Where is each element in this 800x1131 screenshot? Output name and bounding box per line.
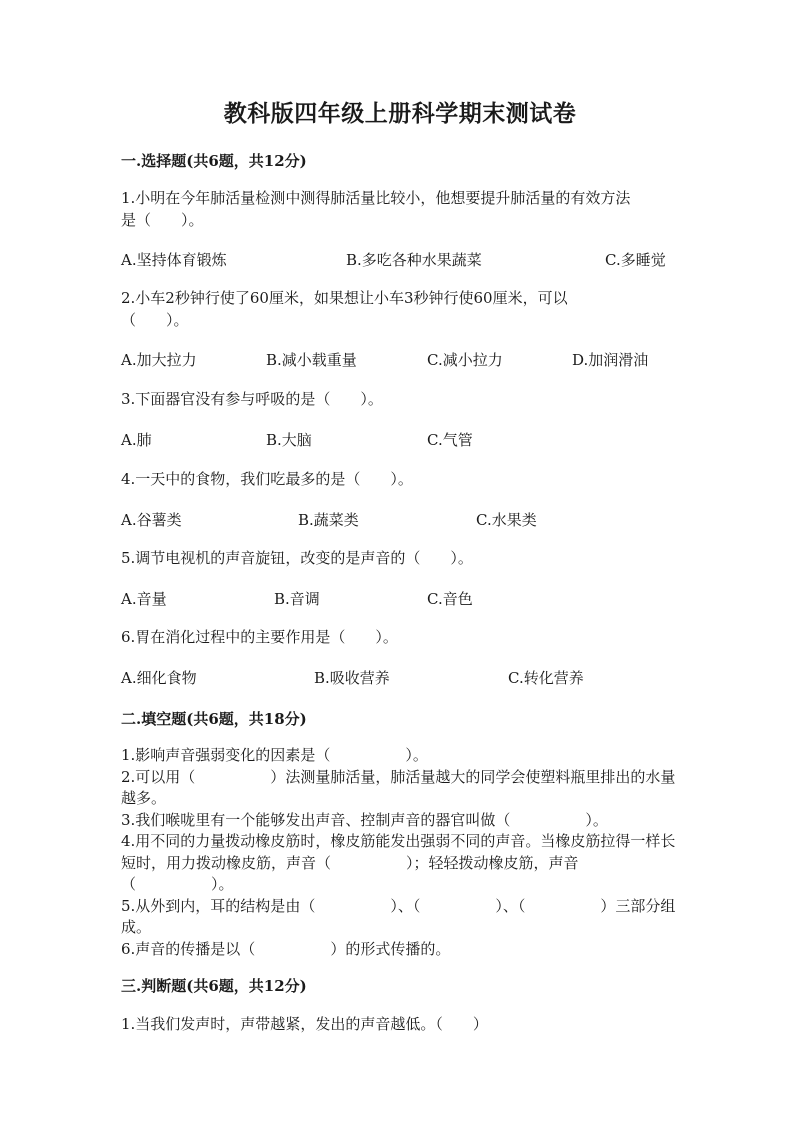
option-b: B.蔬菜类 [298, 511, 359, 529]
page-title: 教科版四年级上册科学期末测试卷 [223, 100, 577, 127]
option-a: A.加大拉力 [121, 351, 197, 369]
fill-item-5: 5.从外到内，耳的结构是由（ ）、（ ）、（ ）三部分组成。 [121, 896, 676, 936]
option-a: A.细化食物 [121, 669, 197, 687]
option-b: B.大脑 [266, 431, 312, 449]
question-5 [121, 547, 681, 569]
question-6 [121, 626, 681, 648]
option-b: B.减小载重量 [266, 351, 357, 369]
fill-item-3: 3.我们喉咙里有一个能够发出声音、控制声音的器官叫做（ ）。 [121, 810, 608, 829]
question-4 [121, 468, 681, 490]
option-c: C.气管 [427, 431, 473, 449]
fill-list [121, 745, 681, 960]
option-c: C.水果类 [476, 511, 537, 529]
option-c: C.转化营养 [508, 669, 584, 687]
option-a: A.肺 [121, 431, 152, 449]
question-stem: 2.小车2秒钟行使了60厘米，如果想让小车3秒钟行使60厘米，可以 [121, 289, 568, 307]
option-b: B.音调 [274, 590, 320, 608]
option-a: A.音量 [121, 590, 167, 608]
section-heading-judge: 三.判断题(共6题，共12分) [121, 977, 307, 995]
option-c: C.多睡觉 [605, 251, 666, 269]
question-stem: 1.当我们发声时，声带越紧，发出的声音越低。（ ） [121, 1015, 488, 1033]
question-stem-cont: 是（ ）。 [121, 211, 204, 229]
fill-item-4: 4.用不同的力量拨动橡皮筋时，橡皮筋能发出强弱不同的声音。当橡皮筋拉得一样长短时，用力拨动橡皮筋，声音（ ）；轻轻拨动橡皮筋，声音（ ）。 [121, 832, 676, 893]
question-1 [121, 187, 681, 231]
question-stem: 3.下面器官没有参与呼吸的是（ ）。 [121, 390, 383, 408]
option-c: C.音色 [427, 590, 473, 608]
fill-item-6: 6.声音的传播是以（ ）的形式传播的。 [121, 939, 451, 958]
fill-item-2: 2.可以用（ ）法测量肺活量，肺活量越大的同学会使塑料瓶里排出的水量越多。 [121, 767, 676, 807]
fill-item-1: 1.影响声音强弱变化的因素是（ ）。 [121, 746, 428, 764]
judge-item-1 [121, 1013, 681, 1035]
question-2 [121, 287, 681, 331]
option-b: B.多吃各种水果蔬菜 [346, 251, 482, 269]
option-d: D.加润滑油 [572, 351, 649, 369]
question-stem: 1.小明在今年肺活量检测中测得肺活量比较小，他想要提升肺活量的有效方法 [121, 189, 631, 207]
question-stem-cont: （ ）。 [121, 311, 189, 329]
question-3 [121, 388, 681, 410]
question-stem: 5.调节电视机的声音旋钮，改变的是声音的（ ）。 [121, 549, 473, 567]
option-a: A.坚持体育锻炼 [121, 251, 227, 269]
question-stem: 6.胃在消化过程中的主要作用是（ ）。 [121, 628, 398, 646]
question-stem: 4.一天中的食物，我们吃最多的是（ ）。 [121, 470, 413, 488]
section-heading-fill: 二.填空题(共6题，共18分) [121, 710, 307, 728]
option-b: B.吸收营养 [314, 669, 390, 687]
option-c: C.减小拉力 [427, 351, 503, 369]
option-a: A.谷薯类 [121, 511, 182, 529]
section-heading-choice: 一.选择题(共6题，共12分) [121, 152, 307, 170]
